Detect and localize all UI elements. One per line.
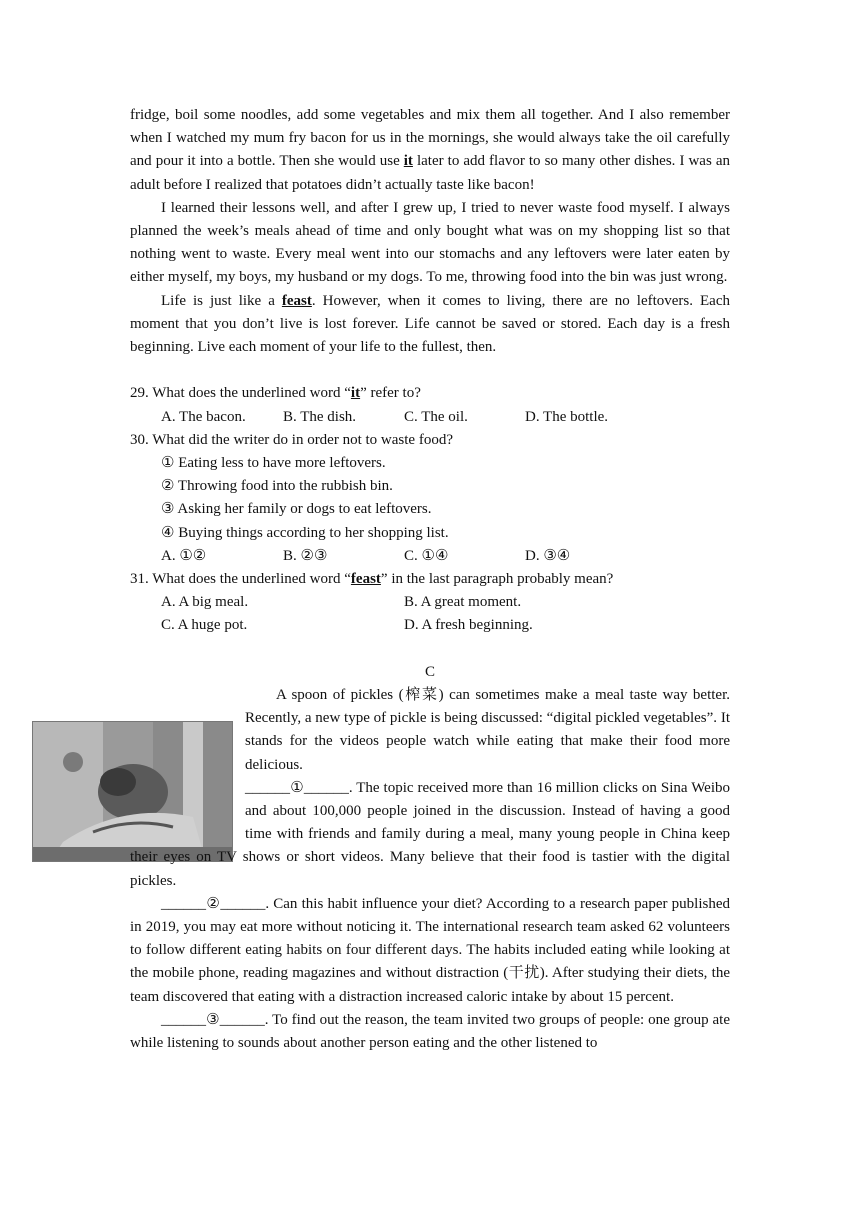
text: Life is just like a — [161, 292, 282, 309]
passage-c-paragraph-4: ______③______. To find out the reason, the team invited two groups of people: one group ate while listening to sounds about another person eating and the other listened to — [130, 1011, 730, 1052]
question-30-item-3: ③ Asking her family or dogs to eat leftovers. — [161, 501, 432, 518]
passage-b-paragraph-2: I learned their lessons well, and after I grew up, I tried to never waste food myself. I always planned the week’s meals ahead of time and only bought what was on my shopping list so that nothing went to waste. Every meal went into our stomachs and any leftovers were later eaten by either myself, my boys, my husband or my dogs. To me, throwing food into the bin was just wrong. — [130, 199, 730, 286]
underlined-word: feast — [350, 571, 381, 588]
section-heading-c: C — [424, 663, 435, 680]
exam-page — [130, 104, 730, 1055]
option-a[interactable]: A. The bacon. — [161, 408, 246, 425]
option-b[interactable]: B. ②③ — [283, 547, 328, 564]
question-31-options-row-1 — [130, 591, 730, 614]
passage-c-paragraph-1: A spoon of pickles (榨菜) can sometimes make a meal taste way better. Recently, a new type of pickle is being discussed: “digital pickled vegetables”. It stands for the videos people watch while eating that make their food more delicious. — [245, 687, 730, 773]
text: . However, when it comes to living, there are no leftovers. Each moment that you don’t live is lost forever. Life cannot be saved or stored. Each day is a fresh beginning. Live each moment of your life to the fullest, then. — [130, 292, 730, 356]
underlined-feast: feast — [281, 292, 312, 309]
option-b[interactable]: B. The dish. — [283, 408, 357, 425]
text: later to add flavor to so many other dishes. I was an adult before I realized that potatoes didn’t actually taste like bacon! — [130, 153, 730, 193]
underlined-it: it — [403, 153, 413, 170]
passage-c-paragraph-3: ______②______. Can this habit influence your diet? According to a research paper published in 2019, you may eat more without noticing it. The international research team asked 62 volunteers to follow different eating habits on four different days. The habits included eating while looking at the mobile phone, reading magazines and without distraction (干扰). After studying their diets, the team discovered that eating with a distraction increased caloric intake by about 15 percent. — [130, 895, 730, 1005]
underlined-word: it — [350, 385, 361, 402]
option-b[interactable]: B. A great moment. — [404, 594, 522, 611]
text: 31. What does the underlined word “ — [130, 571, 351, 588]
question-30-stem: 30. What did the writer do in order not to waste food? — [130, 431, 453, 448]
passage-b-paragraph-3 — [130, 290, 730, 360]
option-c[interactable]: C. The oil. — [404, 408, 468, 425]
question-29-stem — [130, 382, 730, 405]
text: fridge, boil some noodles, add some vegetables and mix them all together. And I also remember when I watched my mum fry bacon for us in the mornings, she would always take the oil carefully and pour it into a bottle. Then she would use — [130, 107, 730, 170]
text: ” in the last paragraph probably mean? — [380, 571, 614, 588]
option-a[interactable]: A. ①② — [161, 547, 207, 564]
passage-c-wrap — [130, 684, 730, 893]
passage-c-paragraph-2: ______①______. The topic received more than 16 million clicks on Sina Weibo and about 100,000 people joined in the discussion. Instead of having a good time with friends and family during a meal, many young people in China keep their eyes on TV shows or short videos. Many believe that their food is tastier with the digital pickles. — [130, 779, 730, 889]
question-29-options — [130, 406, 730, 429]
question-31-stem — [130, 568, 730, 591]
question-30-item-2: ② Throwing food into the rubbish bin. — [161, 478, 393, 495]
question-30-item-1: ① Eating less to have more leftovers. — [161, 455, 386, 472]
option-d[interactable]: D. The bottle. — [525, 408, 609, 425]
text: ” refer to? — [360, 385, 421, 402]
question-30-item-4: ④ Buying things according to her shopping list. — [161, 524, 449, 541]
option-c[interactable]: C. ①④ — [404, 547, 449, 564]
passage-b-paragraph-1 — [130, 104, 730, 197]
text: 29. What does the underlined word “ — [130, 385, 351, 402]
question-30-options — [130, 545, 730, 568]
option-d[interactable]: D. ③④ — [525, 547, 571, 564]
option-c[interactable]: C. A huge pot. — [161, 617, 248, 634]
question-31-options-row-2 — [130, 614, 730, 637]
option-d[interactable]: D. A fresh beginning. — [404, 617, 533, 634]
option-a[interactable]: A. A big meal. — [161, 594, 249, 611]
